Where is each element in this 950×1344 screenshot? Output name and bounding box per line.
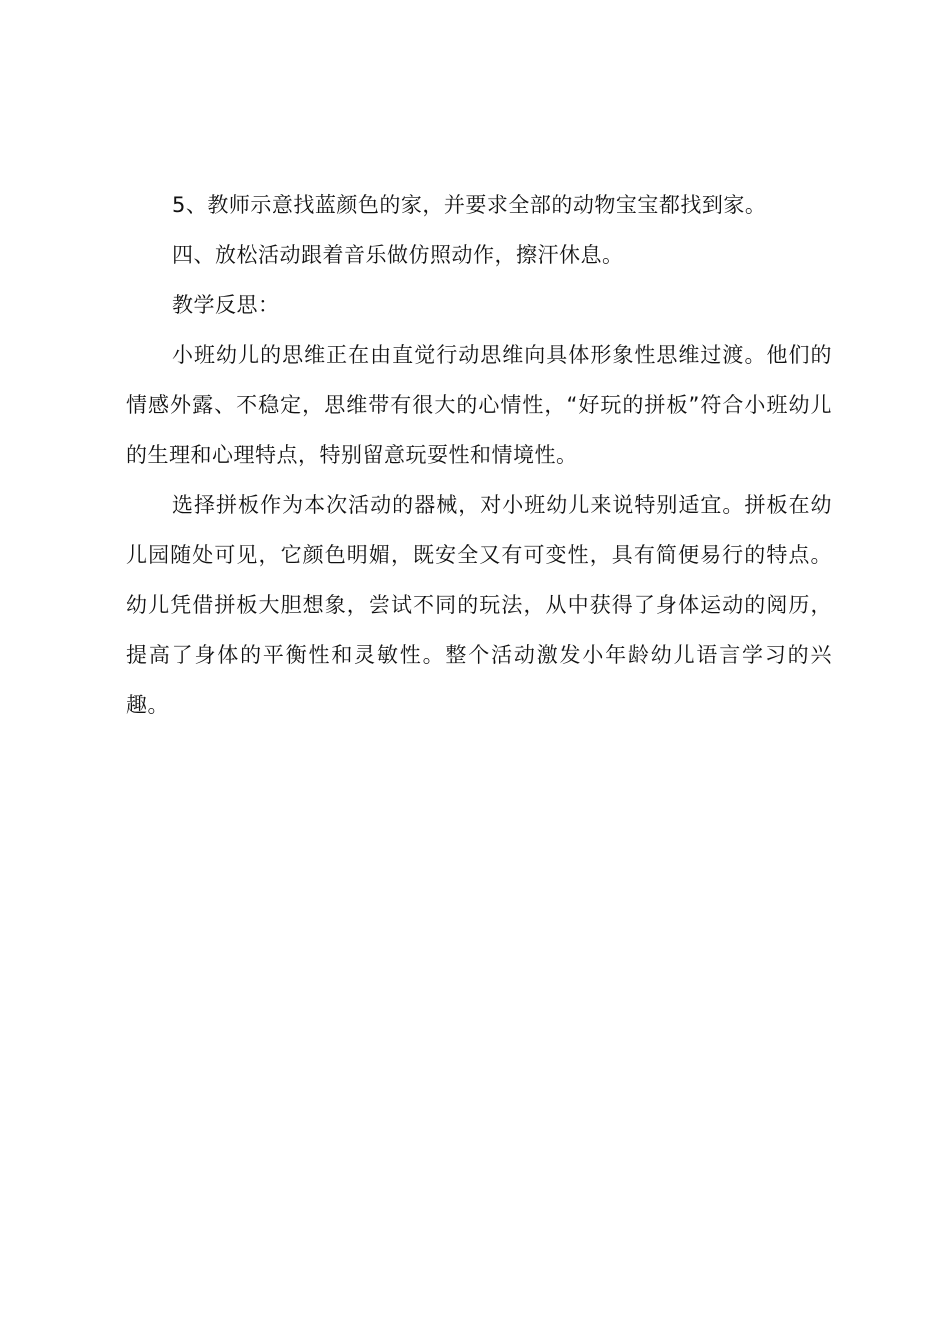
paragraph-relax-activity: 四、放松活动跟着音乐做仿照动作，擦汗休息。 <box>172 243 624 267</box>
paragraph-step-5: 5、教师示意找蓝颜色的家，并要求全部的动物宝宝都找到家。 <box>172 193 767 217</box>
document-body <box>126 180 832 730</box>
paragraph-reflection-heading: 教学反思： <box>172 293 280 317</box>
paragraph-reflection-2: 选择拼板作为本次活动的器械，对小班幼儿来说特别适宜。拼板在幼儿园随处可见，它颜色明媚，既安全又有可变性，具有简便易行的特点。幼儿凭借拼板大胆想象，尝试不同的玩法，从中获得了身体运动的阅历，提高了身体的平衡性和灵敏性。整个活动激发小年龄幼儿语言学习的兴趣。 <box>126 493 832 717</box>
paragraph-reflection-1: 小班幼儿的思维正在由直觉行动思维向具体形象性思维过渡。他们的情感外露、不稳定，思维带有很大的心情性，“好玩的拼板”符合小班幼儿的生理和心理特点，特别留意玩耍性和情境性。 <box>126 343 832 467</box>
